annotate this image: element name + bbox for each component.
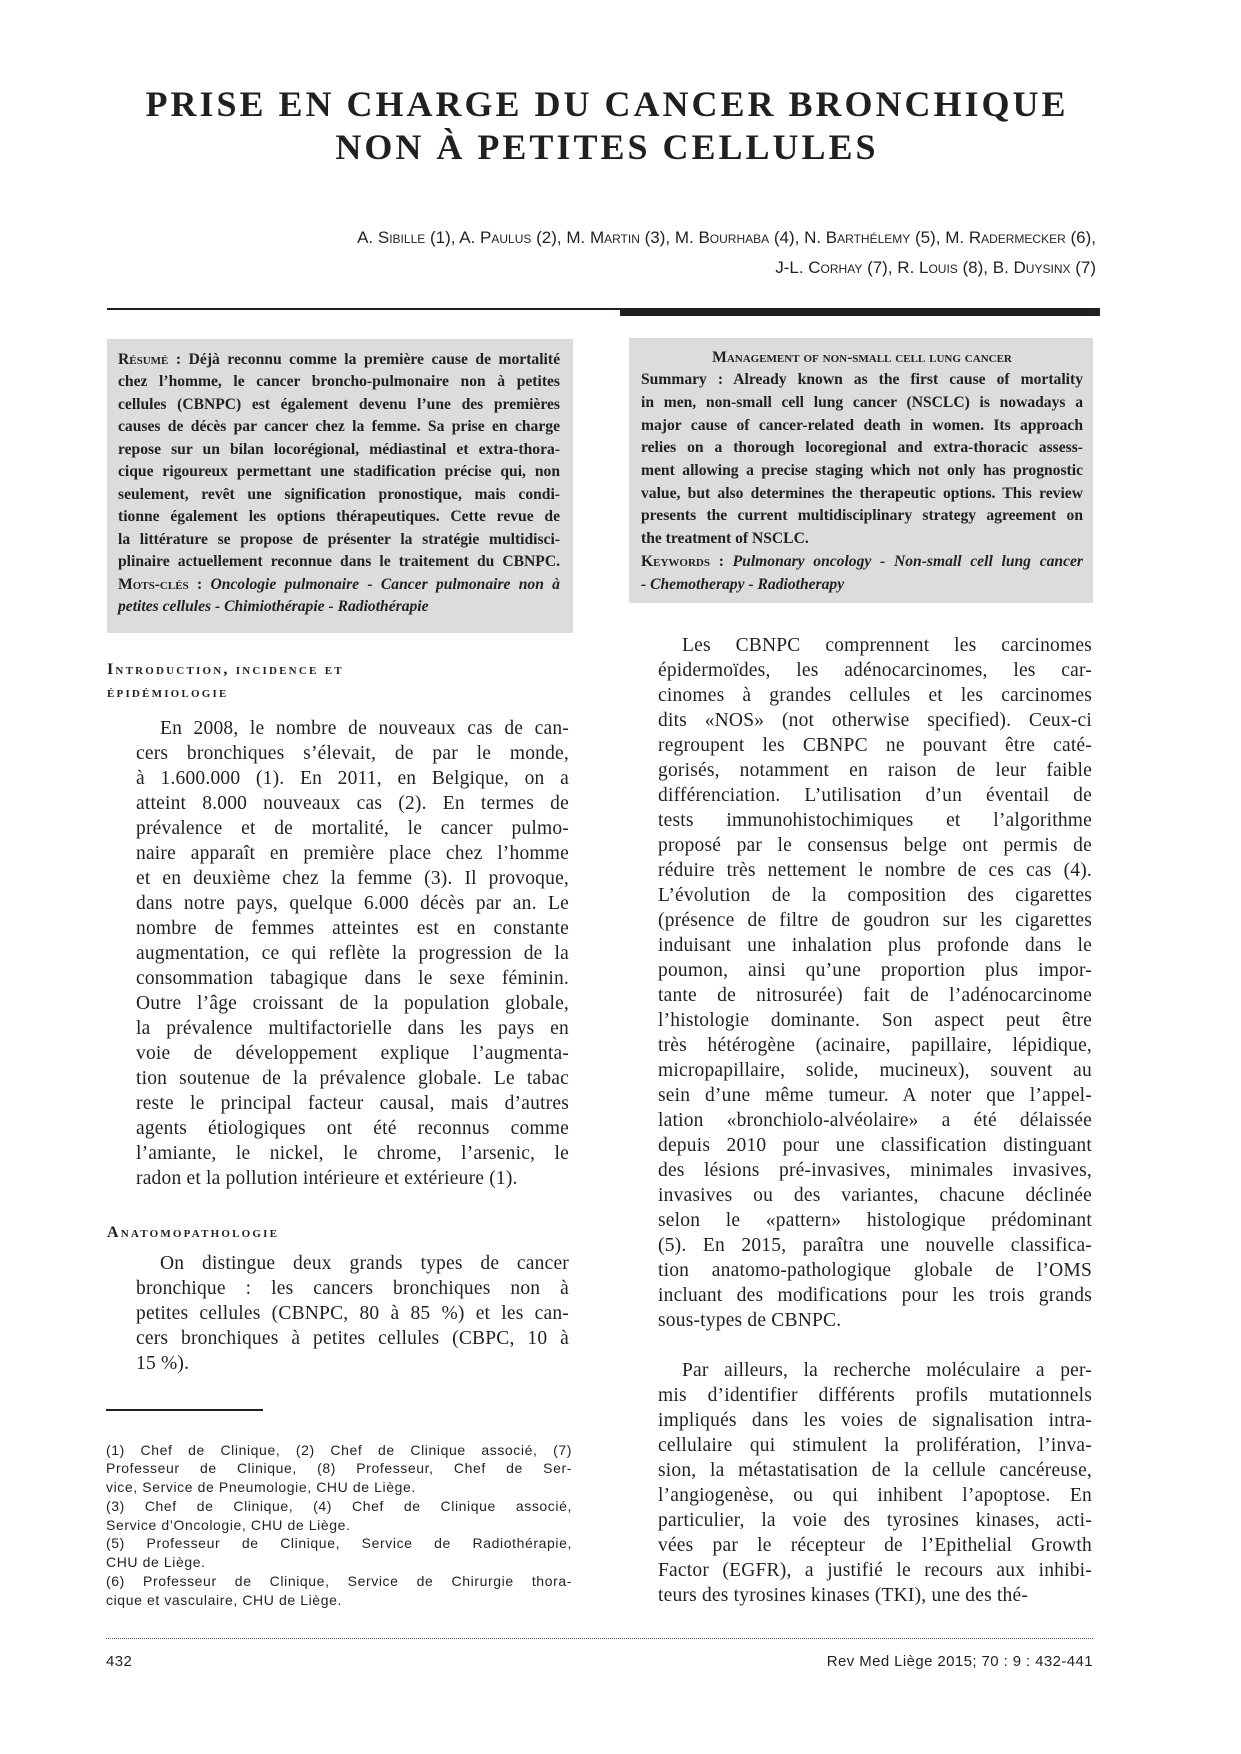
title-line: PRISE EN CHARGE DU CANCER BRONCHIQUE bbox=[145, 84, 1069, 124]
paragraph-line: teurs des tyrosines kinases (TKI), une des thé- bbox=[658, 1584, 1029, 1606]
paragraph-line: l’angiogenèse, ou qui inhibent l’apoptose. En bbox=[658, 1484, 1092, 1506]
resume-line: cellules (CBNPC) est également devenu l’une des premières bbox=[118, 395, 560, 413]
paragraph-line: radon et la pollution intérieure et extérieure (1). bbox=[136, 1167, 518, 1189]
paragraph-line: cellulaire qui stimulent la prolifération, l’inva- bbox=[658, 1434, 1092, 1456]
resume-line: seulement, revêt une signification pronostique, mais condi- bbox=[118, 485, 560, 503]
paragraph-line: selon le «pattern» histologique prédominant bbox=[658, 1209, 1092, 1231]
summary-line: relies on a thorough locoregional and extra-thoracic assess- bbox=[641, 439, 1083, 457]
footnote-line: (5) Professeur de Clinique, Service de Radiothérapie, bbox=[106, 1535, 572, 1552]
journal-citation: Rev Med Liège 2015; 70 : 9 : 432-441 bbox=[826, 1653, 1093, 1670]
keywords-label: Mots-clés bbox=[118, 575, 189, 593]
paragraph-line: petites cellules (CBNPC, 80 à 85 %) et les can- bbox=[136, 1302, 569, 1324]
section-heading-anatomopathologie bbox=[107, 1221, 279, 1244]
article-title bbox=[112, 83, 1102, 169]
resume-line: chez l’homme, le cancer broncho-pulmonaire non à petites bbox=[118, 373, 560, 391]
paragraph-line: On distingue deux grands types de cancer bbox=[160, 1252, 569, 1274]
paragraph-line: dits «NOS» (not otherwise specified). Ceux-ci bbox=[658, 709, 1092, 731]
paragraph-line: dans notre pays, quelque 6.000 décès par an. Le bbox=[136, 892, 569, 914]
authors-line: A. Sibille (1), A. Paulus (2), M. Martin (3), M. Bourhaba (4), N. Barthélemy (5), M. Radermecker (6), bbox=[357, 228, 1096, 247]
paragraph-line: lation «bronchiolo-alvéolaire» a été délaissée bbox=[658, 1109, 1092, 1131]
paragraph-line: impliqués dans les voies de signalisation intra- bbox=[658, 1409, 1092, 1431]
paragraph-line: bronchique : les cancers bronchiques non à bbox=[136, 1277, 569, 1299]
resume-line: Résumé : Déjà reconnu comme la première cause de mortalité bbox=[118, 351, 560, 368]
paragraph-line: incluant des modifications pour les trois grands bbox=[658, 1284, 1092, 1306]
paragraph-introduction bbox=[136, 716, 569, 1191]
paragraph-line: voie de développement explique l’augmenta- bbox=[136, 1042, 569, 1064]
resume-line: tionne également les options thérapeutiques. Cette revue de bbox=[118, 508, 560, 526]
summary-line: in men, non-small cell lung cancer (NSCLC) is nowadays a bbox=[641, 393, 1083, 411]
paragraph-line: reste le principal facteur causal, mais d’autres bbox=[136, 1092, 569, 1114]
paragraph-line: nombre de femmes atteintes est en constante bbox=[136, 917, 569, 939]
paragraph-line: (5). En 2015, paraîtra une nouvelle classifica- bbox=[658, 1234, 1092, 1256]
paragraph-line: proposé par le consensus belge ont permis de bbox=[658, 834, 1092, 856]
paragraph-line: mis d’identifier différents profils mutationnels bbox=[658, 1384, 1092, 1406]
resume-line: plinaire actuellement reconnue dans le traitement du CBNPC. bbox=[118, 553, 560, 571]
footnote-line: CHU de Liège. bbox=[106, 1554, 206, 1571]
resume-label: Résumé bbox=[118, 351, 169, 368]
keywords-line: Keywords : Pulmonary oncology - Non-small cell lung cancer bbox=[641, 552, 1083, 570]
paragraph-line: augmentation, ce qui reflète la progression de la bbox=[136, 942, 569, 964]
paragraph-line: particulier, la voie des tyrosines kinases, acti- bbox=[658, 1509, 1092, 1531]
divider-thick bbox=[620, 308, 1100, 316]
paragraph-line: tante de nitrosurée) fait de l’adénocarcinome bbox=[658, 984, 1092, 1006]
paragraph-line: L’évolution de la composition des cigarettes bbox=[658, 884, 1092, 906]
paragraph-line: des lésions pré-invasives, minimales invasives, bbox=[658, 1159, 1092, 1181]
paragraph-line: atteint 8.000 nouveaux cas (2). En termes de bbox=[136, 792, 569, 814]
summary-line: ment allowing a precise staging which not only has prognostic bbox=[641, 462, 1083, 480]
paragraph-line: cinomes à grandes cellules et les carcinomes bbox=[658, 684, 1092, 706]
paragraph-line: la prévalence multifactorielle dans les pays en bbox=[136, 1017, 569, 1039]
footnote-line: vice, Service de Pneumologie, CHU de Liège. bbox=[106, 1479, 416, 1496]
resume-line: cique rigoureux permettant une stadification précise qui, non bbox=[118, 463, 560, 481]
resume-line: causes de décès par cancer chez la femme. Sa prise en charge bbox=[118, 418, 560, 436]
footnote-line: cique et vasculaire, CHU de Liège. bbox=[106, 1591, 342, 1608]
heading-line: Anatomopathologie bbox=[107, 1223, 280, 1241]
keywords-label: Keywords bbox=[641, 552, 710, 570]
paragraph-line: cers bronchiques à petites cellules (CBPC, 10 à bbox=[136, 1327, 569, 1349]
footnote-line: (6) Professeur de Clinique, Service de Chirurgie thora- bbox=[106, 1572, 572, 1589]
paragraph-line: prévalence et de mortalité, le cancer pulmo- bbox=[136, 817, 569, 839]
paragraph-line: l’amiante, le nickel, le chrome, l’arsenic, le bbox=[136, 1142, 569, 1164]
paragraph-line: invasives ou des variantes, chacune déclinée bbox=[658, 1184, 1092, 1206]
paragraph-line: tion anatomo-pathologique globale de l’OMS bbox=[658, 1259, 1092, 1281]
paragraph-line: gorisés, notamment en raison de leur faible bbox=[658, 759, 1092, 781]
divider-thin bbox=[107, 308, 620, 310]
paragraph-line: Factor (EGFR), a justifié le recours aux inhibi- bbox=[658, 1559, 1092, 1581]
paragraph-line: (présence de filtre de goudron sur les cigarettes bbox=[658, 909, 1092, 931]
page-number: 432 bbox=[106, 1653, 133, 1670]
paragraph-line: à 1.600.000 (1). En 2011, en Belgique, on a bbox=[136, 767, 569, 789]
footnote-line: Service d’Oncologie, CHU de Liège. bbox=[106, 1516, 351, 1533]
paragraph-line: et en deuxième chez la femme (3). Il provoque, bbox=[136, 867, 569, 889]
title-line: NON À PETITES CELLULES bbox=[335, 127, 879, 167]
summary-line: the treatment of NSCLC. bbox=[641, 530, 809, 548]
keywords-line: Mots-clés : Oncologie pulmonaire - Cancer pulmonaire non à bbox=[118, 575, 560, 593]
keywords-line: - Chemotherapy - Radiotherapy bbox=[641, 575, 845, 593]
paragraph-line: vées par le récepteur de l’Epithelial Growth bbox=[658, 1534, 1092, 1556]
footnotes bbox=[106, 1441, 572, 1610]
heading-line: Introduction, incidence et bbox=[107, 661, 344, 678]
paragraph-line: regroupent les CBNPC ne pouvant être caté- bbox=[658, 734, 1092, 756]
paragraph-line: 15 %). bbox=[136, 1352, 190, 1374]
summary-line: presents the current multidisciplinary strategy agreement on bbox=[641, 507, 1083, 525]
paragraph-line: Les CBNPC comprennent les carcinomes bbox=[682, 634, 1092, 656]
paragraph-line: En 2008, le nombre de nouveaux cas de can- bbox=[160, 717, 569, 739]
footnote-line: Professeur de Clinique, (8) Professeur, Chef de Ser- bbox=[106, 1460, 572, 1477]
summary-line: Summary : Already known as the first cause of mortality bbox=[641, 371, 1083, 389]
footnote-divider bbox=[106, 1409, 263, 1411]
summary-line: major cause of cancer-related death in women. Its approach bbox=[641, 416, 1083, 434]
paragraph-line: réduire très nettement le nombre de ces cas (4). bbox=[658, 859, 1092, 881]
paragraph-line: cers bronchiques s’élevait, de par le monde, bbox=[136, 742, 569, 764]
paragraph-anatomopathologie bbox=[136, 1251, 569, 1376]
paragraph-line: agents étiologiques ont été reconnus comme bbox=[136, 1117, 569, 1139]
footer-dotted-rule bbox=[106, 1638, 1093, 1639]
paragraph-line: induisant une inhalation plus profonde dans le bbox=[658, 934, 1092, 956]
paragraph-line: sion, la métastatisation de la cellule cancéreuse, bbox=[658, 1459, 1092, 1481]
paragraph-line: différenciation. L’utilisation d’un éventail de bbox=[658, 784, 1092, 806]
authors-line: J-L. Corhay (7), R. Louis (8), B. Duysinx (7) bbox=[775, 258, 1096, 277]
summary-box bbox=[629, 338, 1093, 603]
paragraph-line: sous-types de CBNPC. bbox=[658, 1309, 842, 1331]
paragraph-line: depuis 2010 pour une classification distinguant bbox=[658, 1134, 1092, 1156]
paragraph-line: Outre l’âge croissant de la population globale, bbox=[136, 992, 569, 1014]
paragraph-line: poumon, ainsi qu’une proportion plus impor- bbox=[658, 959, 1092, 981]
paragraph-molecular bbox=[658, 1358, 1092, 1608]
heading-line: épidémiologie bbox=[107, 684, 229, 701]
paragraph-line: épidermoïdes, les adénocarcinomes, les car- bbox=[658, 659, 1092, 681]
paragraph-line: Par ailleurs, la recherche moléculaire a per- bbox=[682, 1359, 1092, 1381]
paragraph-line: tion soutenue de la prévalence globale. Le tabac bbox=[136, 1067, 569, 1089]
paragraph-line: naire apparaît en première place chez l’homme bbox=[136, 842, 569, 864]
section-heading-introduction bbox=[107, 658, 344, 704]
resume-line: repose sur un bilan locorégional, médiastinal et extra-thora- bbox=[118, 440, 560, 458]
summary-title: Management of non-small cell lung cancer bbox=[712, 348, 1012, 366]
resume-line: la littérature se propose de présenter la stratégie multidisci- bbox=[118, 530, 560, 548]
paragraph-line: sein d’une même tumeur. A noter que l’appel- bbox=[658, 1084, 1092, 1106]
resume-box bbox=[107, 339, 573, 633]
footnote-line: (1) Chef de Clinique, (2) Chef de Clinique associé, (7) bbox=[106, 1441, 572, 1458]
paragraph-line: l’histologie dominante. Son aspect peut être bbox=[658, 1009, 1092, 1031]
paragraph-line: consommation tabagique dans le sexe féminin. bbox=[136, 967, 569, 989]
paragraph-line: très hétérogène (acinaire, papillaire, lépidique, bbox=[658, 1034, 1092, 1056]
keywords-line: petites cellules - Chimiothérapie - Radiothérapie bbox=[118, 597, 429, 615]
footnote-line: (3) Chef de Clinique, (4) Chef de Clinique associé, bbox=[106, 1497, 572, 1514]
paragraph-line: micropapillaire, solide, mucineux), souvent au bbox=[658, 1059, 1092, 1081]
summary-line: value, but also determines the therapeutic options. This review bbox=[641, 484, 1083, 502]
paragraph-line: tests immunohistochimiques et l’algorithme bbox=[658, 809, 1092, 831]
author-list bbox=[357, 223, 1096, 283]
paragraph-cbnpc-types bbox=[658, 633, 1092, 1333]
